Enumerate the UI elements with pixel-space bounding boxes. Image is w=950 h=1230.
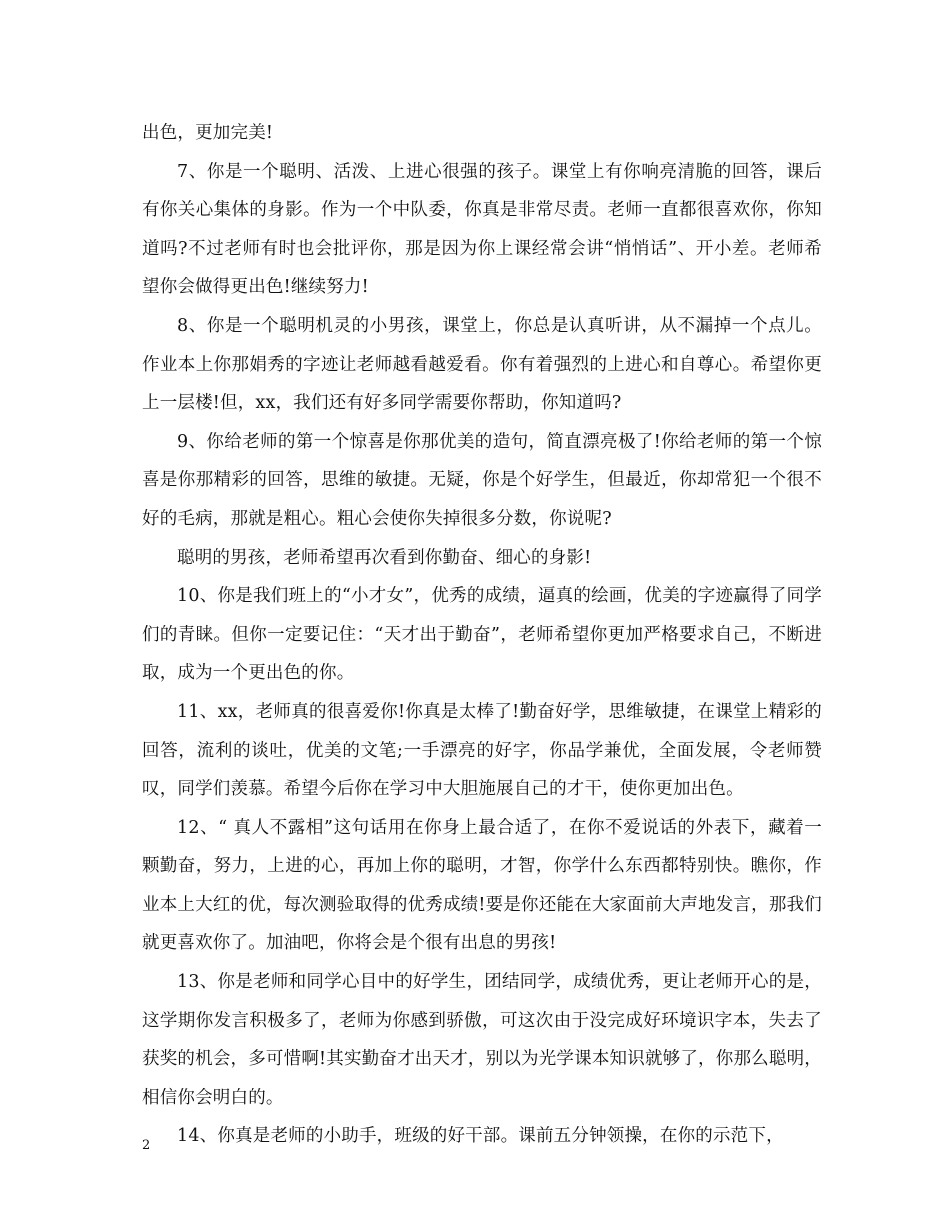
paragraph-item-10: 10、你是我们班上的“小才女”，优秀的成绩，逼真的绘画，优美的字迹赢得了同学们的青睐。但你一定要记住：“天才出于勤奋”，老师希望你更加严格要求自己，不断进取，成为一个更出色的你。 [142, 586, 822, 684]
page-number: 2 [142, 1138, 151, 1153]
paragraph-continuation: 出色，更加完美! [142, 123, 274, 143]
paragraph-item-13: 13、你是老师和同学心目中的好学生，团结同学，成绩优秀，更让老师开心的是，这学期你发言积极多了，老师为你感到骄傲，可这次由于没完成好环境识字本，失去了获奖的机会，多可惜啊!其实勤奋才出天才，别以为光学课本知识就够了，你那么聪明，相信你会明白的。 [142, 972, 822, 1108]
paragraph-item-7: 7、你是一个聪明、活泼、上进心很强的孩子。课堂上有你响亮清脆的回答，课后有你关心集体的身影。作为一个中队委，你真是非常尽责。老师一直都很喜欢你，你知道吗?不过老师有时也会批评你，那是因为你上课经常会讲“悄悄话”、开小差。老师希望你会做得更出色!继续努力! [142, 161, 822, 298]
paragraph-item-9-note: 聪明的男孩，老师希望再次看到你勤奋、细心的身影! [177, 547, 592, 568]
document-body [142, 114, 822, 1156]
paragraph-item-14: 14、你真是老师的小助手，班级的好干部。课前五分钟领操，在你的示范下， [177, 1126, 784, 1147]
paragraph-item-11: 11、xx，老师真的很喜爱你!你真是太棒了!勤奋好学，思维敏捷，在课堂上精彩的回答，流利的谈吐，优美的文笔;一手漂亮的好字，你品学兼优，全面发展，令老师赞叹，同学们羡慕。希望今后你在学习中大胆施展自己的才干，使你更加出色。 [142, 701, 822, 800]
paragraph-item-12: 12、“ 真人不露相”这句话用在你身上最合适了，在你不爱说话的外表下，藏着一颗勤奋，努力，上进的心，再加上你的聪明，才智，你学什么东西都特别快。瞧你，作业本上大红的优，每次测验取得的优秀成绩!要是你还能在大家面前大声地发言，那我们就更喜欢你了。加油吧，你将会是个很有出息的男孩! [142, 817, 822, 954]
paragraph-item-8: 8、你是一个聪明机灵的小男孩，课堂上，你总是认真听讲，从不漏掉一个点儿。作业本上你那娟秀的字迹让老师越看越爱看。你有着强烈的上进心和自尊心。希望你更上一层楼!但，xx，我们还有好多同学需要你帮助，你知道吗? [142, 315, 822, 414]
paragraph-item-9: 9、你给老师的第一个惊喜是你那优美的造句，简直漂亮极了!你给老师的第一个惊喜是你那精彩的回答，思维的敏捷。无疑，你是个好学生，但最近，你却常犯一个很不好的毛病，那就是粗心。粗心会使你失掉很多分数，你说呢? [142, 431, 822, 529]
